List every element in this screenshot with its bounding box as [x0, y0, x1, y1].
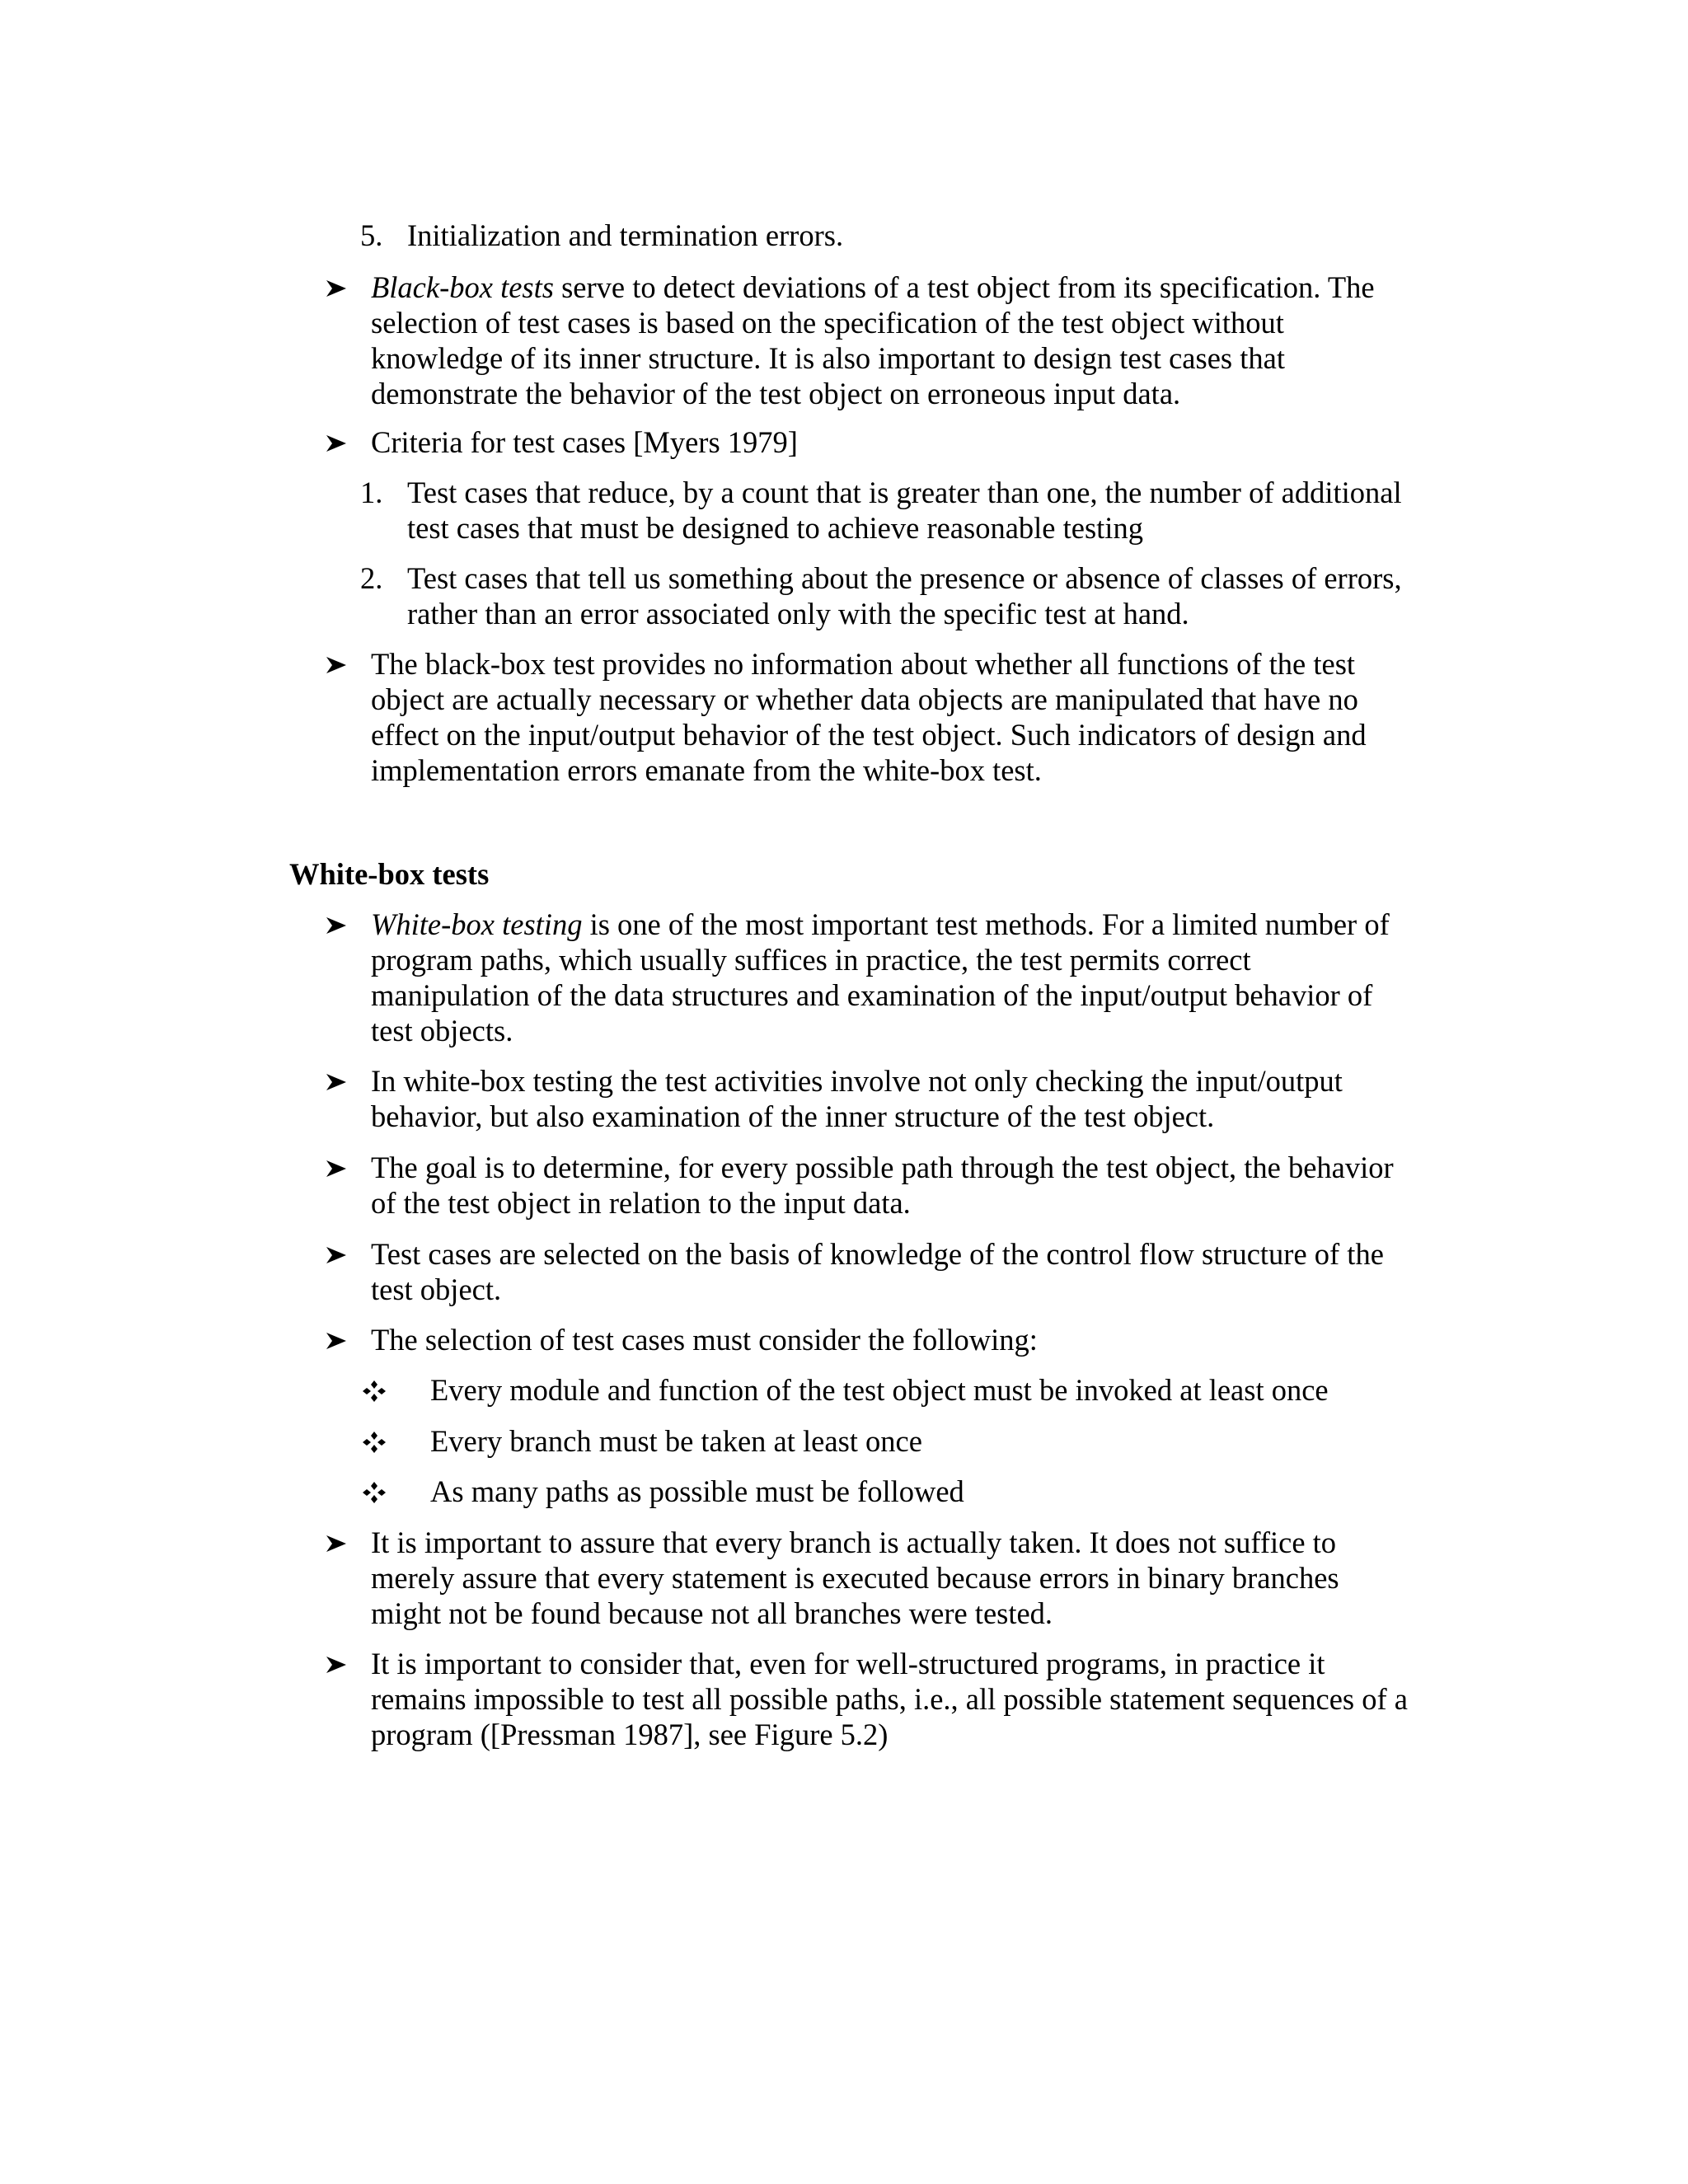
- bullet-text: It is important to consider that, even for well-structured programs, in practice it remains impossible to test all possible paths, i.e., all possible statement sequences of a program ([Pressman 1987], see Figure 5.2): [371, 1647, 1408, 1751]
- arrowhead-bullet-icon: [326, 1150, 359, 1185]
- bullet-selection: [326, 1322, 1414, 1357]
- list-item-text: Test cases that tell us something about the presence or absence of classes of errors, rather than an error associated only with the specific test at hand.: [407, 561, 1402, 630]
- arrowhead-bullet-icon: [326, 1646, 359, 1681]
- term-whitebox-testing: White-box testing: [371, 907, 583, 941]
- list-number: 5.: [360, 218, 383, 252]
- arrowhead-bullet-icon: [326, 1322, 359, 1357]
- section-heading: White-box tests: [289, 857, 490, 891]
- four-diamond-bullet-icon: [362, 1372, 388, 1408]
- term-blackbox-tests: Black-box tests: [371, 270, 554, 304]
- selection-item-1: [360, 1372, 1423, 1408]
- bullet-no-information: [326, 646, 1414, 788]
- list-item-text: Every module and function of the test object must be invoked at least once: [430, 1373, 1329, 1407]
- selection-item-2: [360, 1423, 1423, 1459]
- bullet-blackbox-tests: [326, 269, 1414, 411]
- list-item-text: Test cases that reduce, by a count that is greater than one, the number of additional test cases that must be designed to achieve reasonable testing: [407, 476, 1402, 545]
- criteria-item-1: [360, 475, 1423, 546]
- bullet-text: Criteria for test cases [Myers 1979]: [371, 425, 798, 459]
- list-number: 1.: [360, 476, 383, 509]
- bullet-text: Black-box tests serve to detect deviations of a test object from its specification. The selection of test cases is based on the specification of the test object without knowledge of its inner structure. It is also important to design test cases that demonstrate the behavior of the test object on erroneous input data.: [371, 270, 1375, 410]
- arrowhead-bullet-icon: [326, 1525, 359, 1560]
- list-item-text: Every branch must be taken at least once: [430, 1424, 922, 1458]
- bullet-criteria: [326, 424, 1414, 460]
- arrowhead-bullet-icon: [326, 424, 359, 460]
- four-diamond-bullet-icon: [362, 1474, 388, 1509]
- bullet-goal: [326, 1150, 1414, 1221]
- bullet-text: Test cases are selected on the basis of knowledge of the control flow structure of the test object.: [371, 1237, 1384, 1306]
- bullet-selected: [326, 1236, 1414, 1307]
- bullet-paths: [326, 1646, 1414, 1752]
- bullet-whitebox-intro: [326, 907, 1414, 1048]
- arrowhead-bullet-icon: [326, 907, 359, 942]
- arrowhead-bullet-icon: [326, 646, 359, 682]
- list-item-5: [360, 218, 1423, 253]
- bullet-text: The goal is to determine, for every possible path through the test object, the behavior of the test object in relation to the input data.: [371, 1151, 1394, 1220]
- bullet-text: In white-box testing the test activities involve not only checking the input/output behavior, but also examination of the inner structure of the test object.: [371, 1064, 1343, 1133]
- bullet-branch: [326, 1525, 1414, 1631]
- list-number: 2.: [360, 561, 383, 595]
- arrowhead-bullet-icon: [326, 1236, 359, 1272]
- selection-item-3: [360, 1474, 1423, 1509]
- bullet-text: The black-box test provides no information about whether all functions of the test object are actually necessary or whether data objects are manipulated that have no effect on the input/output behavior of the test object. Such indicators of design and implementation errors emanate from the white-box test.: [371, 647, 1367, 787]
- bullet-text: White-box testing is one of the most important test methods. For a limited number of program paths, which usually suffices in practice, the test permits correct manipulation of the data structures and examination of the input/output behavior of test objects.: [371, 907, 1390, 1047]
- bullet-activities: [326, 1063, 1414, 1134]
- bullet-text: It is important to assure that every branch is actually taken. It does not suffice to merely assure that every statement is executed because errors in binary branches might not be found because not all branches were tested.: [371, 1526, 1339, 1630]
- arrowhead-bullet-icon: [326, 1063, 359, 1099]
- bullet-text: The selection of test cases must consider the following:: [371, 1323, 1038, 1357]
- arrowhead-bullet-icon: [326, 269, 359, 305]
- list-item-text: As many paths as possible must be followed: [430, 1474, 964, 1508]
- four-diamond-bullet-icon: [362, 1423, 388, 1459]
- criteria-item-2: [360, 560, 1423, 631]
- list-item-text: Initialization and termination errors.: [407, 218, 844, 252]
